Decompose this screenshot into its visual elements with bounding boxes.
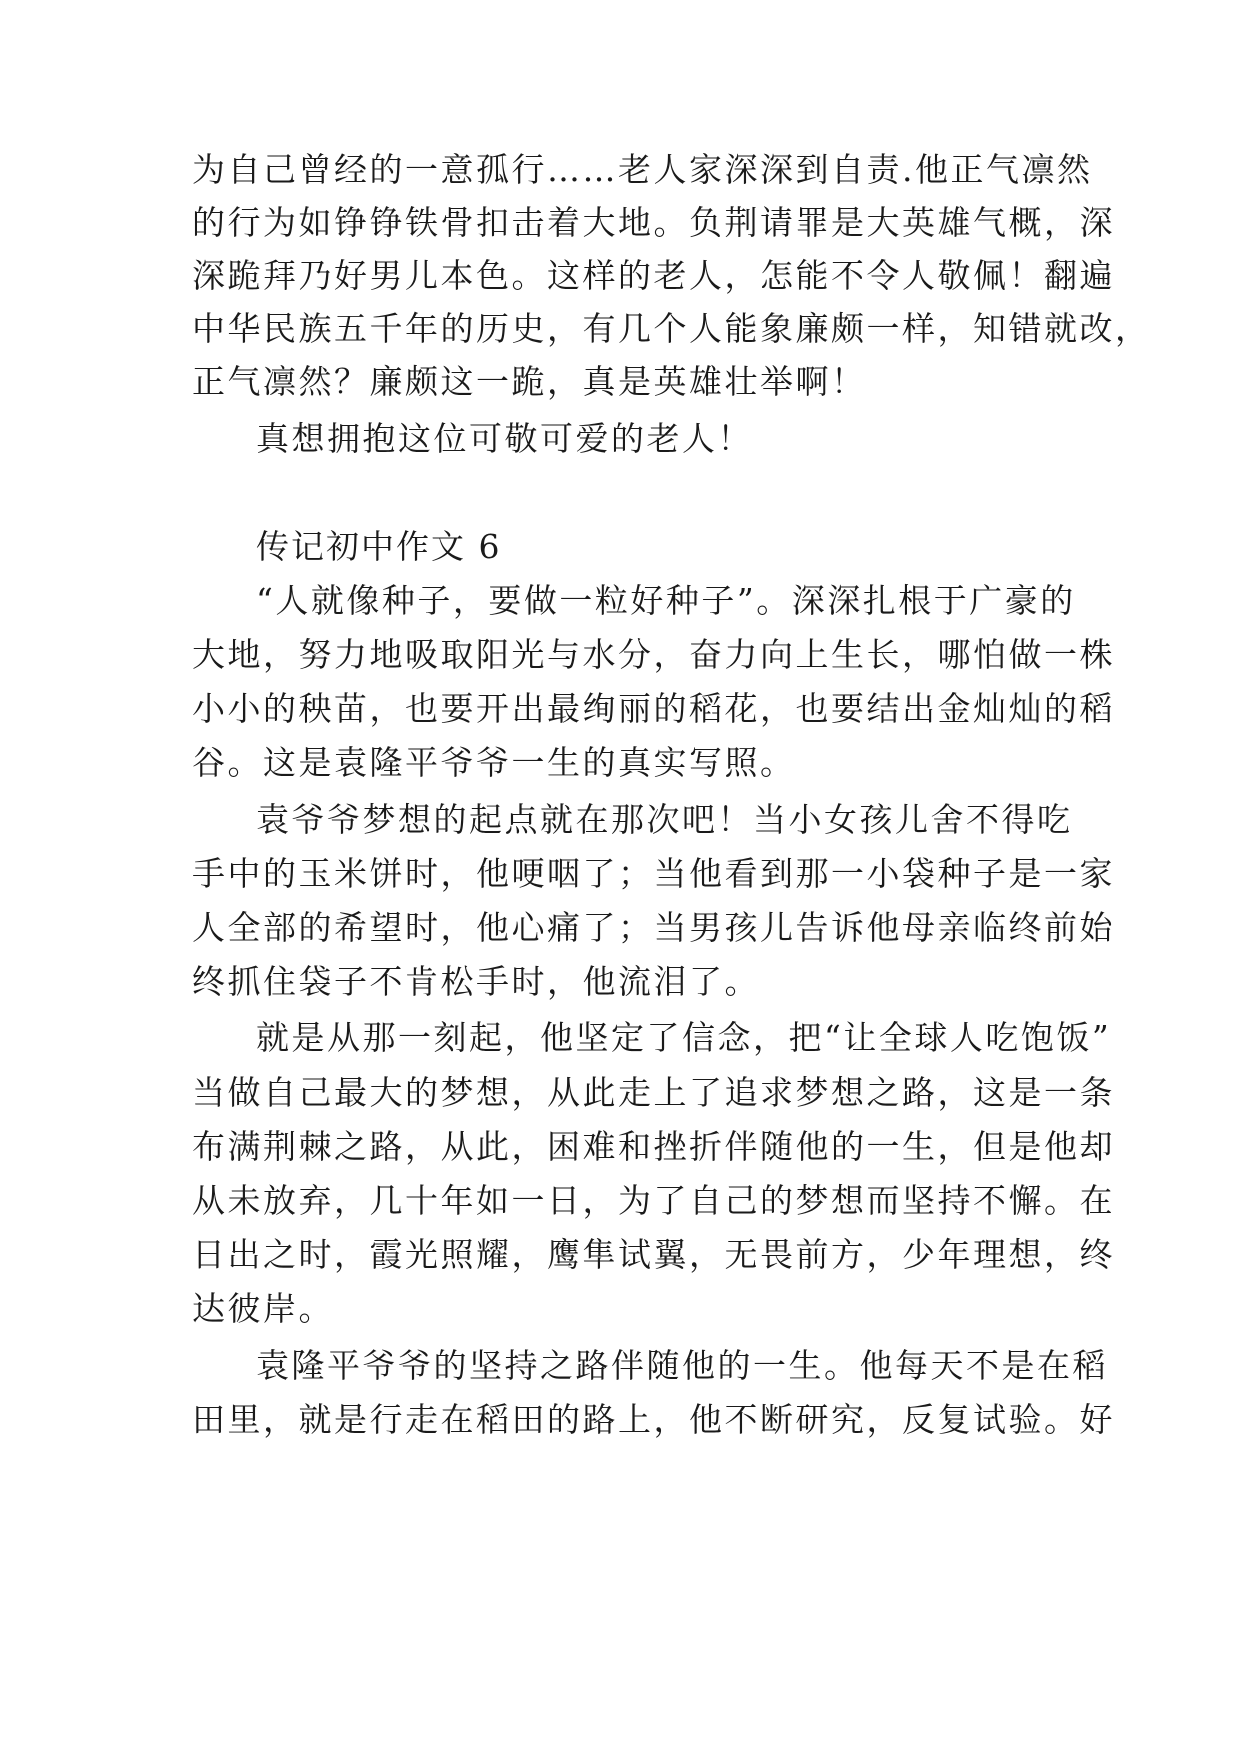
text-line: 日出之时，霞光照耀，鹰隼试翼，无畏前方，少年理想，终 bbox=[192, 1235, 1115, 1274]
paragraph-line: 就是从那一刻起，他坚定了信念，把“让全球人吃饱饭” bbox=[256, 1018, 1112, 1057]
text-line: 从未放弃，几十年如一日，为了自己的梦想而坚持不懈。在 bbox=[192, 1181, 1115, 1220]
text-line: 为自己曾经的一意孤行……老人家深深到自责.他正气凛然 bbox=[192, 150, 1093, 189]
text-line: 的行为如铮铮铁骨扣击着大地。负荆请罪是大英雄气概，深 bbox=[192, 203, 1115, 242]
paragraph-line: “人就像种子，要做一粒好种子”。深深扎根于广豪的 bbox=[256, 581, 1076, 620]
text-line: 终抓住袋子不肯松手时，他流泪了。 bbox=[192, 962, 760, 1001]
section-heading: 传记初中作文 6 bbox=[256, 527, 502, 566]
text-line: 布满荆棘之路，从此，困难和挫折伴随他的一生，但是他却 bbox=[192, 1127, 1115, 1166]
text-line: 达彼岸。 bbox=[192, 1289, 334, 1328]
text-line: 深跪拜乃好男儿本色。这样的老人，怎能不令人敬佩！翻遍 bbox=[192, 256, 1115, 295]
paragraph-line: 袁爷爷梦想的起点就在那次吧！当小女孩儿舍不得吃 bbox=[256, 800, 1073, 839]
text-line: 正气凛然？廉颇这一跪，真是英雄壮举啊！ bbox=[192, 362, 867, 401]
text-line: 当做自己最大的梦想，从此走上了追求梦想之路，这是一条 bbox=[192, 1073, 1115, 1112]
text-line: 人全部的希望时，他心痛了；当男孩儿告诉他母亲临终前始 bbox=[192, 908, 1115, 947]
paragraph-line: 真想拥抱这位可敬可爱的老人！ bbox=[256, 419, 753, 458]
paragraph-line: 袁隆平爷爷的坚持之路伴随他的一生。他每天不是在稻 bbox=[256, 1346, 1108, 1385]
text-line: 中华民族五千年的历史，有几个人能象廉颇一样，知错就改， bbox=[192, 309, 1151, 348]
text-line: 田里，就是行走在稻田的路上，他不断研究，反复试验。好 bbox=[192, 1400, 1115, 1439]
text-line: 手中的玉米饼时，他哽咽了；当他看到那一小袋种子是一家 bbox=[192, 854, 1115, 893]
text-line: 大地，努力地吸取阳光与水分，奋力向上生长，哪怕做一株 bbox=[192, 635, 1115, 674]
text-line: 小小的秧苗，也要开出最绚丽的稻花，也要结出金灿灿的稻 bbox=[192, 689, 1115, 728]
text-line: 谷。这是袁隆平爷爷一生的真实写照。 bbox=[192, 743, 796, 782]
